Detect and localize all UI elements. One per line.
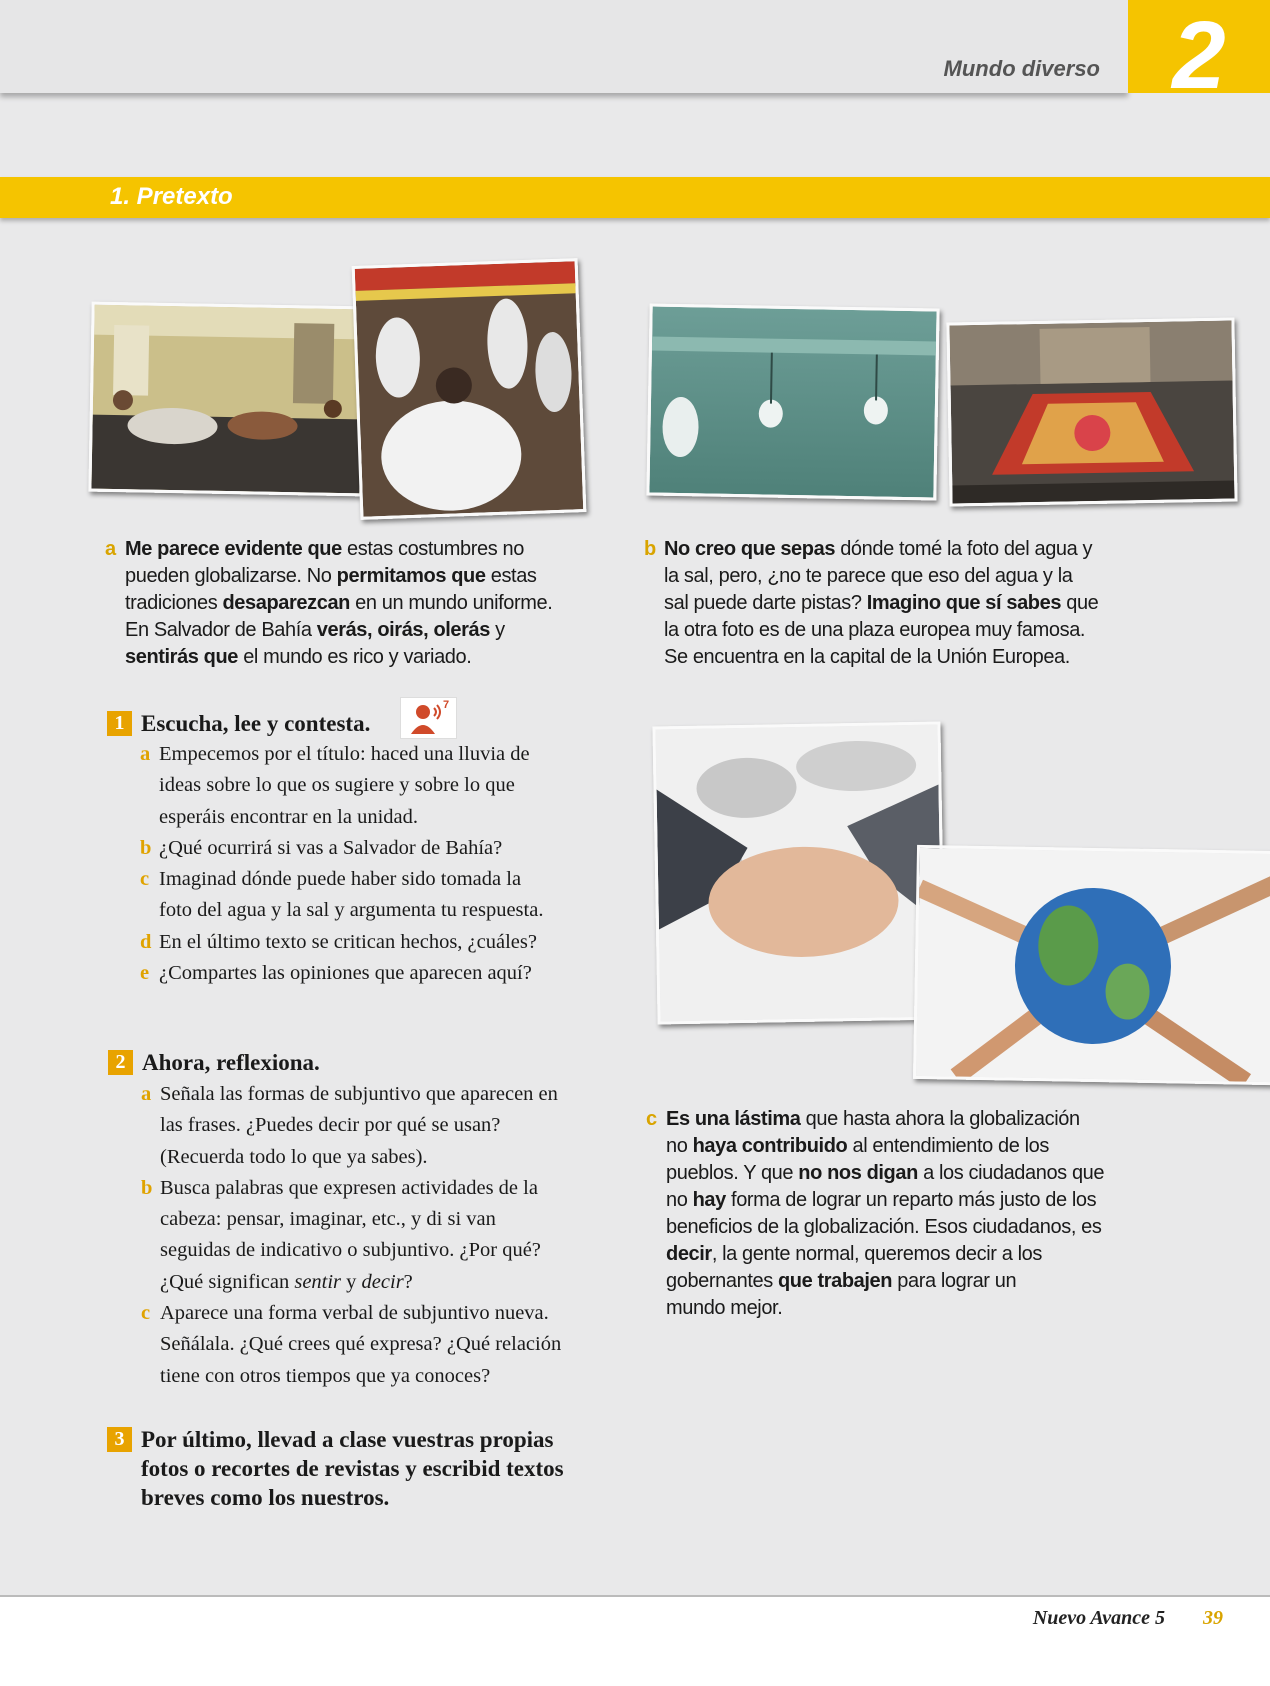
caption-text-run: , la gente normal, queremos decir a los <box>711 1243 1042 1265</box>
exercise-title-line: Por último, llevad a clase vuestras propias <box>141 1427 554 1452</box>
exercise-3-title <box>141 1425 564 1512</box>
item-text-run: ¿Qué significan <box>160 1270 295 1293</box>
item-letter: d <box>140 930 152 953</box>
emphasis-text: Me parece evidente que <box>125 538 342 560</box>
caption-text-run: estas costumbres no <box>341 538 524 560</box>
caption-line <box>664 590 1098 617</box>
item-letter: c <box>141 1302 151 1325</box>
caption-line <box>666 1295 1104 1322</box>
emphasis-text: permitamos que <box>336 565 486 587</box>
caption-text-run: y <box>489 619 505 641</box>
caption-text-run: pueden globalizarse. No <box>125 565 337 587</box>
item-letter: c <box>140 868 150 891</box>
item-text-run: ? <box>403 1270 413 1293</box>
exercise-item <box>140 927 543 958</box>
caption-text-run: para lograr un <box>892 1270 1017 1292</box>
item-line: ideas sobre lo que os sugiere y sobre lo que <box>159 774 515 797</box>
exercise-number: 2 <box>108 1050 133 1075</box>
item-line: En el último texto se critican hechos, ¿cuáles? <box>159 930 537 953</box>
caption-text <box>125 536 552 671</box>
exercise-item <box>141 1079 561 1173</box>
caption-line <box>666 1268 1104 1295</box>
caption-line <box>664 536 1098 563</box>
exercise-2-items <box>141 1079 561 1392</box>
caption-line <box>664 563 1098 590</box>
caption-text-run: la sal, pero, ¿no te parece que eso del agua y la <box>664 565 1073 587</box>
exercise-item <box>141 1173 561 1298</box>
unit-number: 2 <box>1172 2 1226 93</box>
caption-text-run: En Salvador de Bahía <box>125 619 317 641</box>
caption-line <box>664 644 1098 671</box>
caption-text-run: a los ciudadanos que <box>917 1162 1105 1184</box>
section-title: 1. Pretexto <box>110 183 233 210</box>
item-line: las frases. ¿Puedes decir por qué se usan? <box>160 1114 501 1137</box>
item-letter: b <box>141 1176 153 1199</box>
item-text-run: y <box>341 1270 362 1293</box>
section-name: Mundo diverso <box>943 56 1100 81</box>
caption-text-run: estas <box>485 565 537 587</box>
item-line: Busca palabras que expresen actividades de la <box>160 1176 538 1199</box>
caption-a <box>105 536 552 671</box>
item-line: esperáis encontrar en la unidad. <box>159 805 418 828</box>
item-line: foto del agua y la sal y argumenta tu respuesta. <box>159 899 544 922</box>
emphasis-text: no nos digan <box>798 1162 918 1184</box>
page-number: 39 <box>1203 1607 1223 1629</box>
exercise-title: Ahora, reflexiona. <box>142 1050 320 1075</box>
caption-letter: b <box>644 538 656 560</box>
caption-text-run: forma de lograr un reparto más justo de los <box>725 1189 1097 1211</box>
caption-text-run: el mundo es rico y variado. <box>238 646 472 668</box>
item-line <box>160 1267 561 1298</box>
caption-line <box>666 1241 1104 1268</box>
caption-letter: a <box>105 538 116 560</box>
caption-line <box>125 590 552 617</box>
caption-c <box>646 1106 1104 1322</box>
item-line: ¿Qué ocurrirá si vas a Salvador de Bahía? <box>159 836 503 859</box>
caption-line <box>125 536 552 563</box>
caption-line <box>666 1214 1104 1241</box>
handshake-photo <box>652 722 945 1025</box>
item-line: Señálala. ¿Qué crees qué expresa? ¿Qué relación <box>160 1333 562 1356</box>
caption-text-run: la otra foto es de una plaza europea muy famosa. <box>664 619 1086 641</box>
caption-text-run: pueblos. Y que <box>666 1162 799 1184</box>
item-letter: e <box>140 962 150 985</box>
exercise-number: 1 <box>107 711 132 736</box>
item-line: Señala las formas de subjuntivo que aparecen en <box>160 1083 558 1105</box>
caption-text-run: mundo mejor. <box>666 1297 783 1319</box>
emphasis-text: No creo que sepas <box>664 538 836 560</box>
bahia-dancer-photo <box>352 258 587 520</box>
exercise-item <box>141 1298 561 1392</box>
caption-text <box>664 536 1098 671</box>
book-title: Nuevo Avance 5 <box>1032 1607 1165 1629</box>
emphasis-text: haya contribuido <box>692 1135 848 1157</box>
italic-term: decir <box>361 1270 404 1293</box>
item-letter: b <box>140 836 152 859</box>
hands-globe-photo <box>913 845 1270 1085</box>
caption-text-run: tradiciones <box>125 592 223 614</box>
item-line: cabeza: pensar, imaginar, etc., y di si van <box>160 1208 496 1231</box>
exercise-item <box>140 833 543 864</box>
caption-text-run: dónde tomé la foto del agua y <box>835 538 1093 560</box>
caption-text-run: Se encuentra en la capital de la Unión Europea. <box>664 646 1070 668</box>
exercise-title-line: fotos o recortes de revistas y escribid textos <box>141 1456 564 1481</box>
item-line: seguidas de indicativo o subjuntivo. ¿Por qué? <box>160 1239 541 1262</box>
exercise-title: Escucha, lee y contesta. <box>141 711 371 736</box>
emphasis-text: desaparezcan <box>222 592 350 614</box>
caption-line <box>666 1187 1104 1214</box>
section-title-bar <box>0 177 1270 218</box>
item-line: (Recuerda todo lo que ya sabes). <box>160 1145 428 1168</box>
water-salt-photo <box>646 303 939 500</box>
caption-line <box>664 617 1098 644</box>
caption-text-run: al entendimiento de los <box>847 1135 1049 1157</box>
caption-text-run: beneficios de la globalización. Esos ciudadanos, es <box>666 1216 1102 1238</box>
item-line: Empecemos por el título: haced una lluvia de <box>159 743 530 765</box>
capoeira-photo <box>88 302 365 497</box>
audio-track-badge[interactable] <box>400 697 457 739</box>
emphasis-text: que trabajen <box>777 1270 893 1292</box>
caption-line <box>666 1160 1104 1187</box>
exercise-item <box>140 958 543 989</box>
item-line: ¿Compartes las opiniones que aparecen aquí? <box>159 962 532 985</box>
exercise-item <box>140 739 543 833</box>
exercise-title-line: breves como los nuestros. <box>141 1485 390 1510</box>
italic-term: sentir <box>294 1270 342 1293</box>
caption-text-run: en un mundo uniforme. <box>349 592 553 614</box>
emphasis-text: sentirás que <box>125 646 239 668</box>
caption-b <box>644 536 1098 671</box>
brussels-flower-carpet-photo <box>946 318 1237 507</box>
caption-line <box>125 617 552 644</box>
caption-text-run: sal puede darte pistas? <box>664 592 867 614</box>
caption-text-run: no <box>666 1135 693 1157</box>
emphasis-text: hay <box>692 1189 726 1211</box>
item-letter: a <box>141 1083 152 1105</box>
caption-text-run: no <box>666 1189 693 1211</box>
emphasis-text: decir <box>666 1243 712 1265</box>
caption-text-run: que <box>1061 592 1099 614</box>
exercise-item <box>140 864 543 927</box>
caption-text <box>666 1106 1104 1322</box>
exercise-number: 3 <box>107 1427 132 1452</box>
exercise-1-items <box>140 739 543 989</box>
item-line: Aparece una forma verbal de subjuntivo nueva. <box>160 1302 549 1325</box>
caption-line <box>125 644 552 671</box>
caption-line <box>666 1106 1104 1133</box>
item-letter: a <box>140 743 151 765</box>
caption-text-run: gobernantes <box>666 1270 778 1292</box>
caption-line <box>125 563 552 590</box>
item-line: tiene con otros tiempos que ya conoces? <box>160 1364 491 1387</box>
emphasis-text: Imagino que sí sabes <box>866 592 1062 614</box>
caption-letter: c <box>646 1108 657 1130</box>
audio-track-number: 7 <box>443 699 450 711</box>
item-line: Imaginad dónde puede haber sido tomada la <box>159 868 522 891</box>
emphasis-text: Es una lástima <box>666 1108 801 1130</box>
emphasis-text: verás, oirás, olerás <box>316 619 490 641</box>
caption-line <box>666 1133 1104 1160</box>
caption-text-run: que hasta ahora la globalización <box>800 1108 1080 1130</box>
unit-tab <box>1128 0 1270 93</box>
